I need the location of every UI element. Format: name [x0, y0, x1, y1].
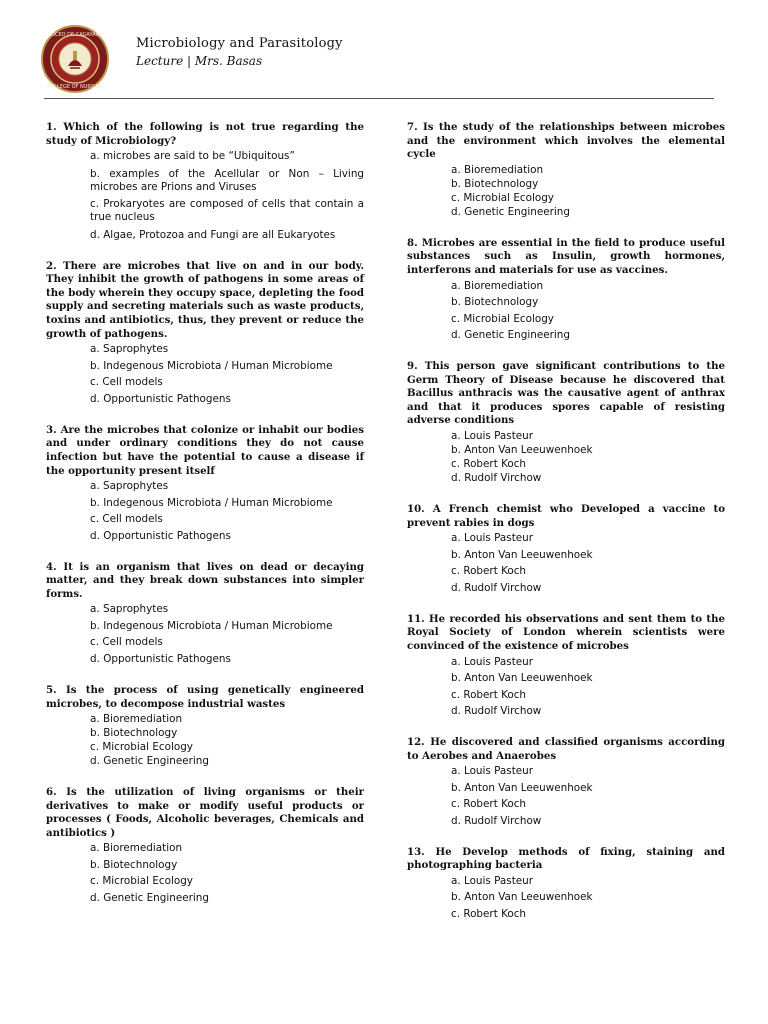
- question-5: [46, 684, 364, 768]
- option-d: d. Opportunistic Pathogens: [90, 392, 231, 405]
- question-text: 8. Microbes are essential in the field to produce useful substances such as Insulin, growth hormones, interferons and materials for use as vaccines.: [407, 236, 725, 276]
- svg-text:LICEO DE CAGAYAN: LICEO DE CAGAYAN: [50, 32, 100, 38]
- options-list: [407, 280, 725, 343]
- options-list: [46, 713, 364, 768]
- question-text: 4. It is an organism that lives on dead or decaying matter, and they break down substances into simpler forms.: [46, 560, 364, 600]
- question-text: 5. Is the process of using genetically engineered microbes, to decompose industrial wastes: [46, 683, 364, 710]
- option-a: a. Louis Pasteur: [451, 532, 534, 545]
- question-12: [407, 736, 725, 828]
- option-b: b. Anton Van Leeuwenhoek: [451, 672, 593, 684]
- options-list: [407, 532, 725, 595]
- question-2: [46, 260, 364, 406]
- option-d: d. Rudolf Virchow: [451, 472, 542, 485]
- question-text: 13. He Develop methods of fixing, staining and photographing bacteria: [407, 845, 725, 872]
- option-b: b. Anton Van Leeuwenhoek: [451, 548, 593, 561]
- question-10: [407, 503, 725, 595]
- option-a: a. Louis Pasteur: [451, 430, 534, 443]
- option-c: c. Robert Koch: [451, 458, 527, 471]
- option-b: b. Anton Van Leeuwenhoek: [451, 781, 593, 794]
- option-b: b. Biotechnology: [451, 177, 539, 190]
- option-d: d. Genetic Engineering: [90, 891, 209, 904]
- option-a: a. Bioremediation: [451, 279, 544, 292]
- option-c: c. Microbial Ecology: [451, 312, 554, 325]
- question-text: 2. There are microbes that live on and in our body. They inhibit the growth of pathogens in some areas of the body wherein they occupy space, depleting the food supply and secreting materials such as waste products, toxins and antibiotics, thus, they prevent or reduce the growth of pathogens.: [46, 259, 364, 340]
- question-11: [407, 613, 725, 718]
- option-d: d. Genetic Engineering: [451, 329, 570, 342]
- option-d: d. Opportunistic Pathogens: [90, 652, 231, 665]
- option-d: d. Algae, Protozoa and Fungi are all Eukaryotes: [90, 228, 336, 241]
- option-b: b. Indegenous Microbiota / Human Microbiome: [90, 496, 333, 509]
- question-9: [407, 360, 725, 485]
- options-list: [46, 343, 364, 406]
- option-c: c. Microbial Ecology: [90, 741, 193, 754]
- options-list: [407, 875, 725, 921]
- option-a: a. Saprophytes: [90, 343, 169, 356]
- option-a: a. Louis Pasteur: [451, 765, 534, 778]
- question-text: 3. Are the microbes that colonize or inhabit our bodies and under ordinary conditions they do not cause infection but have the potential to cause a disease if the opportunity present itself: [46, 423, 364, 477]
- option-a: a. Bioremediation: [90, 842, 183, 855]
- header-title-block: [136, 36, 343, 68]
- option-b: b. Biotechnology: [90, 727, 178, 740]
- question-text: 10. A French chemist who Developed a vaccine to prevent rabies in dogs: [407, 503, 725, 529]
- option-a: a. Bioremediation: [90, 713, 183, 726]
- question-4: [46, 561, 364, 666]
- option-d: d. Rudolf Virchow: [451, 581, 542, 594]
- options-list: [46, 150, 364, 242]
- question-1: [46, 121, 364, 242]
- option-d: d. Genetic Engineering: [90, 755, 209, 768]
- option-c: c. Microbial Ecology: [451, 191, 554, 204]
- options-list: [407, 164, 725, 219]
- option-a: a. microbes are said to be “Ubiquitous”: [90, 150, 295, 163]
- question-6: [46, 786, 364, 905]
- question-text: 11. He recorded his observations and sent them to the Royal Society of London wherein scientists were convinced of the existence of microbes: [407, 612, 725, 652]
- option-b: b. Anton Van Leeuwenhoek: [451, 891, 593, 904]
- option-c: c. Cell models: [90, 636, 163, 649]
- option-c: c. Robert Koch: [451, 565, 527, 578]
- option-b: b. Anton Van Leeuwenhoek: [451, 444, 593, 457]
- option-c: c. Microbial Ecology: [90, 875, 193, 888]
- option-a: a. Saprophytes: [90, 603, 169, 616]
- question-text: 12. He discovered and classified organisms according to Aerobes and Anaerobes: [407, 736, 725, 762]
- right-column: [407, 121, 725, 939]
- options-list: [46, 842, 364, 905]
- option-a: a. Saprophytes: [90, 480, 169, 493]
- question-text: 7. Is the study of the relationships between microbes and the environment which involves the elemental cycle: [407, 121, 725, 161]
- option-c: c. Robert Koch: [451, 688, 527, 701]
- option-c: c. Cell models: [90, 376, 163, 389]
- option-d: d. Opportunistic Pathogens: [90, 529, 231, 542]
- question-text: 9. This person gave significant contributions to the Germ Theory of Disease because he discovered that Bacillus anthracis was the causative agent of anthrax and that it produces spores capable of resisting adverse conditions: [407, 360, 725, 427]
- question-text: 6. Is the utilization of living organisms or their derivatives to make or modify useful products or processes ( Foods, Alcoholic beverages, Chemicals and antibiotics ): [46, 786, 364, 839]
- question-7: [407, 121, 725, 219]
- option-c: c. Robert Koch: [451, 798, 527, 811]
- option-c: c. Cell models: [90, 513, 163, 526]
- options-list: [407, 430, 725, 485]
- options-list: [407, 656, 725, 719]
- option-b: b. Indegenous Microbiota / Human Microbiome: [90, 359, 333, 372]
- option-c: c. Prokaryotes are composed of cells that contain a true nucleus: [90, 198, 364, 224]
- university-seal-logo: [40, 24, 110, 94]
- options-list: [46, 603, 364, 666]
- seal-icon: [40, 24, 110, 94]
- question-13: [407, 846, 725, 921]
- option-b: b. Biotechnology: [90, 858, 178, 871]
- option-d: d. Genetic Engineering: [451, 205, 570, 218]
- option-d: d. Rudolf Virchow: [451, 705, 542, 717]
- option-c: c. Robert Koch: [451, 907, 527, 920]
- options-list: [407, 765, 725, 828]
- course-title: Microbiology and Parasitology: [136, 36, 343, 51]
- option-a: a. Louis Pasteur: [451, 655, 534, 668]
- lecture-subtitle: Lecture | Mrs. Basas: [136, 54, 263, 68]
- options-list: [46, 480, 364, 543]
- header-divider: [44, 98, 714, 99]
- option-b: b. Indegenous Microbiota / Human Microbiome: [90, 619, 333, 632]
- option-b: b. examples of the Acellular or Non – Living microbes are Prions and Viruses: [90, 167, 364, 193]
- question-8: [407, 237, 725, 342]
- option-a: a. Louis Pasteur: [451, 874, 534, 887]
- question-3: [46, 424, 364, 543]
- left-column: [46, 121, 364, 923]
- svg-text:COLLEGE OF NURSING: COLLEGE OF NURSING: [46, 84, 104, 90]
- option-d: d. Rudolf Virchow: [451, 814, 542, 827]
- option-b: b. Biotechnology: [451, 296, 539, 309]
- question-text: 1. Which of the following is not true regarding the study of Microbiology?: [46, 121, 364, 147]
- option-a: a. Bioremediation: [451, 163, 544, 176]
